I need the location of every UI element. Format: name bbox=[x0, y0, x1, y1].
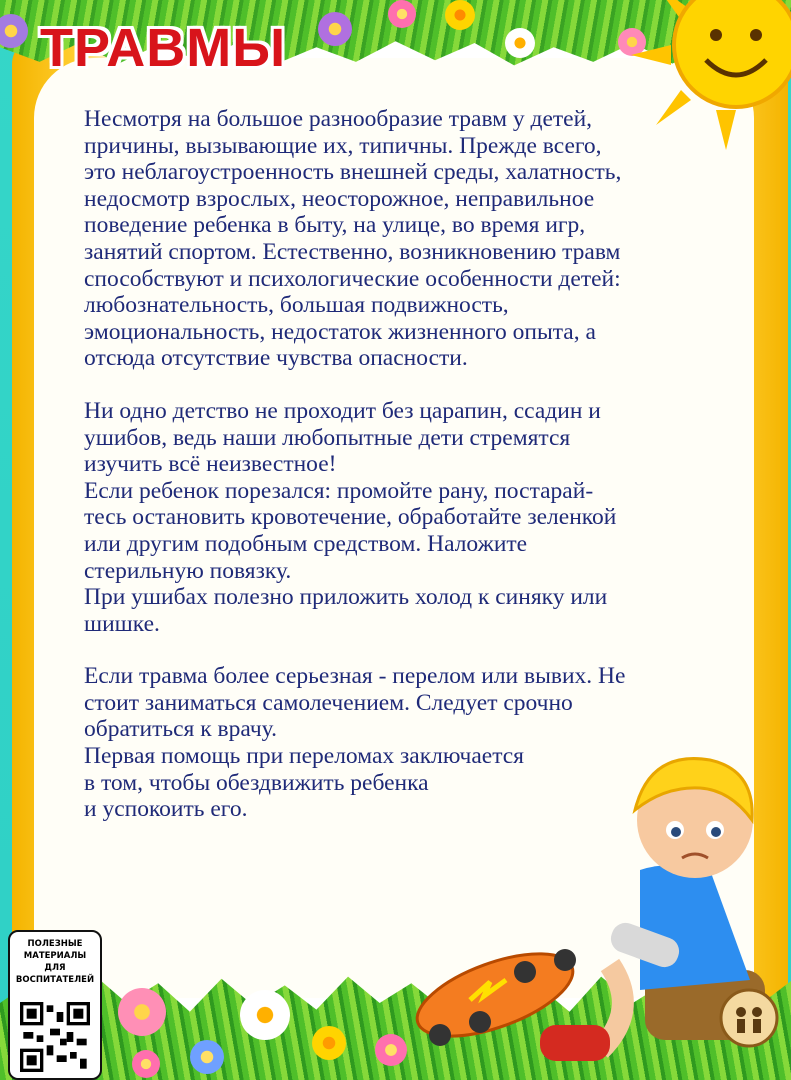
paragraph-fractures: Если травма более серьезная - перелом или вывих. Не стоит заниматься самолечением. Следует срочно обратиться к врачу. Первая помощь при переломах заключается в том, чтобы обездвижить ребенка и успокоить его. bbox=[84, 663, 626, 823]
flower-icon bbox=[190, 1040, 224, 1074]
flower-icon bbox=[445, 0, 475, 30]
flower-icon bbox=[118, 988, 166, 1036]
flower-icon bbox=[312, 1026, 346, 1060]
useful-materials-badge bbox=[8, 930, 102, 1080]
flower-icon bbox=[132, 1050, 160, 1078]
qr-code-icon[interactable] bbox=[20, 1002, 90, 1072]
flower-icon bbox=[375, 1034, 407, 1066]
flower-icon bbox=[240, 990, 290, 1040]
flower-icon bbox=[505, 28, 535, 58]
badge-label: ПОЛЕЗНЫЕ МАТЕРИАЛЫ ДЛЯ ВОСПИТАТЕЛЕЙ bbox=[15, 939, 95, 985]
paragraph-scratches: Ни одно детство не проходит без царапин, ссадин и ушибов, ведь наши любопытные дети стремятся изучить всё неизвестное! Если ребенок порезался: промойте рану, постарай- тесь остановить кровотечение, обработайте зеленкой или другим подобным средством. Наложите стерильную повязку. При ушибах полезно приложить холод к синяку или шишке. bbox=[84, 397, 617, 637]
flower-icon bbox=[388, 0, 416, 28]
page-title: ТРАВМЫ bbox=[40, 18, 287, 78]
flower-icon bbox=[318, 12, 352, 46]
logo-icon bbox=[719, 988, 779, 1048]
article-body bbox=[84, 106, 734, 823]
paragraph-causes: Несмотря на большое разнообразие травм у детей, причины, вызывающие их, типичны. Прежде всего, это неблагоустроенность внешней среды, халатность, недосмотр взрослых, неосторожное, неправильное поведение ребенка в быту, на улице, во время игр, занятий спортом. Естественно, возникновению травм способствуют и психологические особенности детей: любознательность, большая подвижность, эмоциональность, недостаток жизненного опыта, а отсюда отсутствие чувства опасности. bbox=[84, 106, 622, 372]
